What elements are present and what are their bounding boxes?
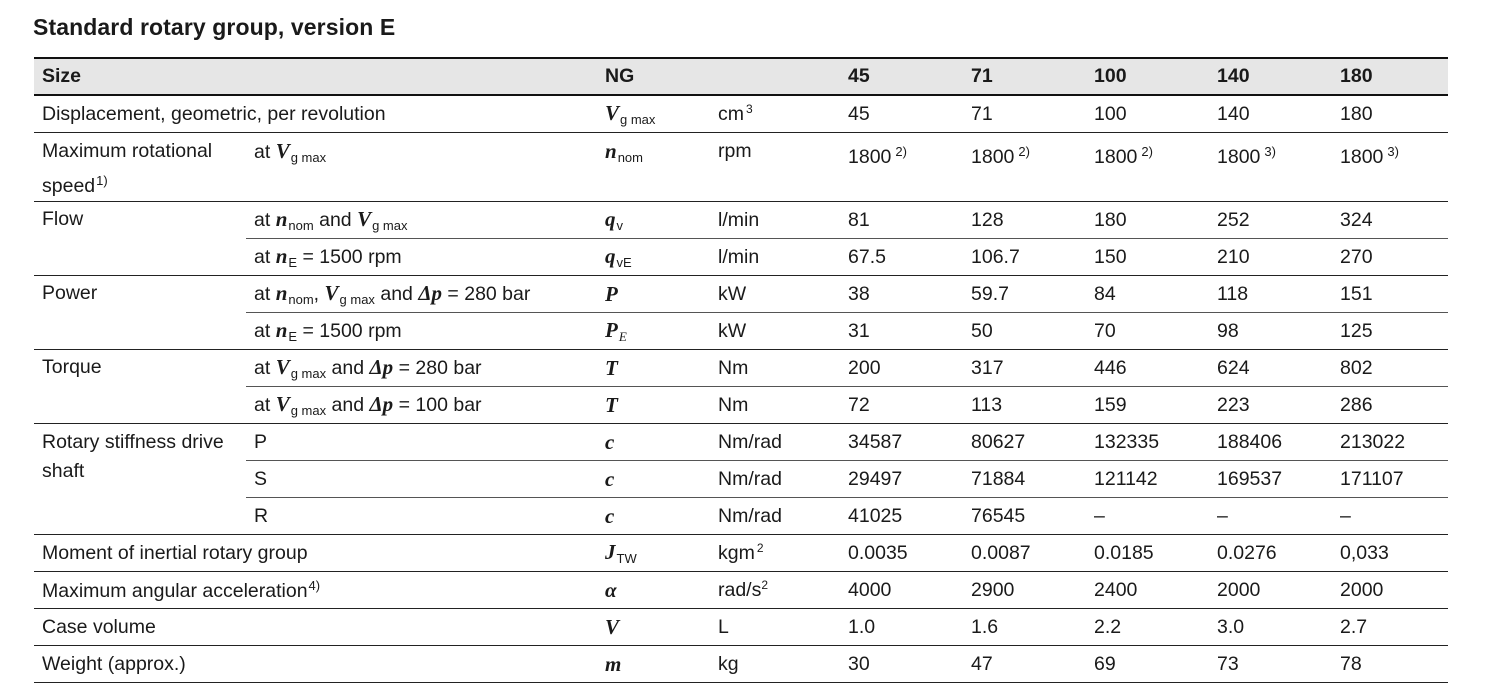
value: 223 <box>1209 387 1332 424</box>
value: 324 <box>1332 202 1448 239</box>
value: 34587 <box>840 424 963 461</box>
condition: at $V_{g max}$ <box>246 133 597 202</box>
symbol: α <box>597 572 710 609</box>
symbol: $V_{g max}$ <box>597 95 710 133</box>
row-power-nominal <box>34 276 1448 313</box>
value: 113 <box>963 387 1086 424</box>
header-size-45: 45 <box>840 58 963 95</box>
value: – <box>1209 498 1332 535</box>
symbol: c <box>597 461 710 498</box>
row-inertia <box>34 535 1448 572</box>
condition: at $n_E = 1500$ rpm <box>246 313 597 350</box>
value: 317 <box>963 350 1086 387</box>
value: 210 <box>1209 239 1332 276</box>
value: 1800 $^{2)}$ <box>963 133 1086 202</box>
value: 171107 <box>1332 461 1448 498</box>
value: 125 <box>1332 313 1448 350</box>
row-label: Rotary stiffness drive shaft <box>34 424 246 535</box>
value: 0.0035 <box>840 535 963 572</box>
row-label: Moment of inertial rotary group <box>34 535 597 572</box>
header-size: Size <box>34 58 246 95</box>
symbol: $J_{TW}$ <box>597 535 710 572</box>
unit: Nm/rad <box>710 461 840 498</box>
value: 2.2 <box>1086 609 1209 646</box>
value: 2000 <box>1332 572 1448 609</box>
symbol: T <box>597 350 710 387</box>
value: 59.7 <box>963 276 1086 313</box>
value: 84 <box>1086 276 1209 313</box>
unit: Nm/rad <box>710 498 840 535</box>
value: 38 <box>840 276 963 313</box>
row-label: Torque <box>34 350 246 424</box>
symbol: V <box>597 609 710 646</box>
value: – <box>1086 498 1209 535</box>
row-displacement <box>34 95 1448 133</box>
symbol: $P_E$ <box>597 313 710 350</box>
table-title: Standard rotary group, version E <box>33 14 396 40</box>
row-max-speed <box>34 133 1448 202</box>
symbol: T <box>597 387 710 424</box>
value: 45 <box>840 95 963 133</box>
condition: at $n_E = 1500$ rpm <box>246 239 597 276</box>
row-label: Weight (approx.) <box>34 646 597 683</box>
row-stiffness-p <box>34 424 1448 461</box>
value: 30 <box>840 646 963 683</box>
value: 3.0 <box>1209 609 1332 646</box>
specifications-table <box>34 57 1448 683</box>
row-torque-100 <box>34 387 1448 424</box>
value: 1800 $^{3)}$ <box>1332 133 1448 202</box>
value: 1800 $^{2)}$ <box>1086 133 1209 202</box>
unit: kgm $^2$ <box>710 535 840 572</box>
value: 118 <box>1209 276 1332 313</box>
value: 47 <box>963 646 1086 683</box>
value: 71 <box>963 95 1086 133</box>
unit: kg <box>710 646 840 683</box>
value: – <box>1332 498 1448 535</box>
value: 132335 <box>1086 424 1209 461</box>
row-label: Maximum rotational speed$^{1)}$ <box>34 133 246 202</box>
header-row <box>34 58 1448 95</box>
condition: at $n_{nom}$, $V_{g max}$ and Δp = 280 bar <box>246 276 597 313</box>
symbol: $n_{nom}$ <box>597 133 710 202</box>
value: 0.0185 <box>1086 535 1209 572</box>
condition: at $V_{g max}$ and Δp = 100 bar <box>246 387 597 424</box>
value: 286 <box>1332 387 1448 424</box>
unit: l/min <box>710 202 840 239</box>
value: 200 <box>840 350 963 387</box>
value: 624 <box>1209 350 1332 387</box>
value: 188406 <box>1209 424 1332 461</box>
value: 31 <box>840 313 963 350</box>
symbol: $q_{vE}$ <box>597 239 710 276</box>
value: 29497 <box>840 461 963 498</box>
value: 2000 <box>1209 572 1332 609</box>
symbol: c <box>597 498 710 535</box>
value: 106.7 <box>963 239 1086 276</box>
value: 1800 $^{3)}$ <box>1209 133 1332 202</box>
value: 180 <box>1086 202 1209 239</box>
value: 128 <box>963 202 1086 239</box>
symbol: $q_v$ <box>597 202 710 239</box>
row-weight <box>34 646 1448 683</box>
value: 50 <box>963 313 1086 350</box>
value: 73 <box>1209 646 1332 683</box>
header-size-180: 180 <box>1332 58 1448 95</box>
value: 2.7 <box>1332 609 1448 646</box>
condition: P <box>246 424 597 461</box>
row-label: Maximum angular acceleration$^{4)}$ <box>34 572 597 609</box>
header-size-71: 71 <box>963 58 1086 95</box>
row-label: Displacement, geometric, per revolution <box>34 95 597 133</box>
value: 2400 <box>1086 572 1209 609</box>
value: 98 <box>1209 313 1332 350</box>
unit: L <box>710 609 840 646</box>
value: 76545 <box>963 498 1086 535</box>
value: 80627 <box>963 424 1086 461</box>
value: 69 <box>1086 646 1209 683</box>
value: 121142 <box>1086 461 1209 498</box>
value: 802 <box>1332 350 1448 387</box>
row-acceleration <box>34 572 1448 609</box>
unit: cm $^3$ <box>710 95 840 133</box>
row-label: Flow <box>34 202 246 276</box>
value: 1.0 <box>840 609 963 646</box>
value: 140 <box>1209 95 1332 133</box>
symbol: P <box>597 276 710 313</box>
symbol: c <box>597 424 710 461</box>
value: 2900 <box>963 572 1086 609</box>
value: 0,033 <box>1332 535 1448 572</box>
value: 252 <box>1209 202 1332 239</box>
row-stiffness-r <box>34 498 1448 535</box>
value: 446 <box>1086 350 1209 387</box>
value: 72 <box>840 387 963 424</box>
condition: at $V_{g max}$ and Δp = 280 bar <box>246 350 597 387</box>
header-size-100: 100 <box>1086 58 1209 95</box>
unit: rad/$s^2$ <box>710 572 840 609</box>
row-stiffness-s <box>34 461 1448 498</box>
value: 4000 <box>840 572 963 609</box>
unit: Nm <box>710 387 840 424</box>
header-ng: NG <box>597 58 710 95</box>
value: 270 <box>1332 239 1448 276</box>
unit: kW <box>710 276 840 313</box>
row-case-volume <box>34 609 1448 646</box>
value: 1800 $^{2)}$ <box>840 133 963 202</box>
value: 100 <box>1086 95 1209 133</box>
condition: R <box>246 498 597 535</box>
header-size-140: 140 <box>1209 58 1332 95</box>
row-flow-e <box>34 239 1448 276</box>
row-flow-nominal <box>34 202 1448 239</box>
unit: kW <box>710 313 840 350</box>
row-torque-280 <box>34 350 1448 387</box>
value: 169537 <box>1209 461 1332 498</box>
value: 151 <box>1332 276 1448 313</box>
value: 41025 <box>840 498 963 535</box>
unit: rpm <box>710 133 840 202</box>
condition: at $n_{nom}$ and $V_{g max}$ <box>246 202 597 239</box>
condition: S <box>246 461 597 498</box>
value: 67.5 <box>840 239 963 276</box>
value: 1.6 <box>963 609 1086 646</box>
row-power-e <box>34 313 1448 350</box>
value: 159 <box>1086 387 1209 424</box>
unit: Nm <box>710 350 840 387</box>
unit: l/min <box>710 239 840 276</box>
value: 71884 <box>963 461 1086 498</box>
row-label: Power <box>34 276 246 350</box>
value: 0.0087 <box>963 535 1086 572</box>
symbol: m <box>597 646 710 683</box>
value: 78 <box>1332 646 1448 683</box>
value: 150 <box>1086 239 1209 276</box>
value: 70 <box>1086 313 1209 350</box>
row-label: Case volume <box>34 609 597 646</box>
unit: Nm/rad <box>710 424 840 461</box>
value: 180 <box>1332 95 1448 133</box>
value: 213022 <box>1332 424 1448 461</box>
value: 0.0276 <box>1209 535 1332 572</box>
value: 81 <box>840 202 963 239</box>
